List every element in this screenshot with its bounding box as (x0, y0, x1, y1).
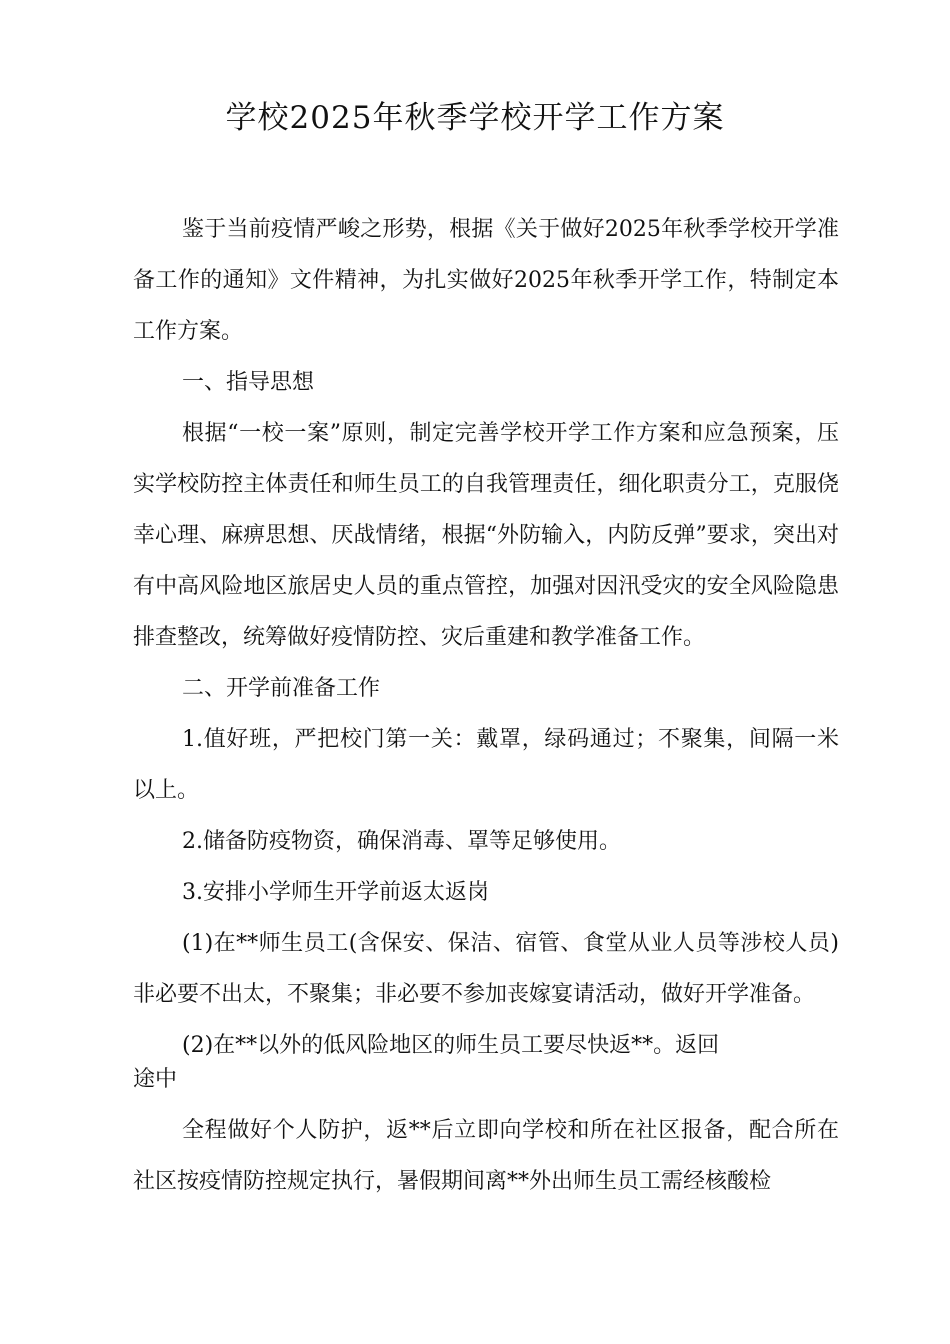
section-heading-preparation: 二、开学前准备工作 (182, 676, 381, 701)
intro-paragraph: 鉴于当前疫情严峻之形势，根据《关于做好2025年秋季学校开学准备工作的通知》文件精神，为扎实做好2025年秋季开学工作，特制定本工作方案。 (133, 217, 839, 344)
subitem-2-continued-paragraph: 全程做好个人防护，返**后立即向学校和所在社区报备，配合所在社区按疫情防控规定执行，暑假期间离**外出师生员工需经核酸检 (133, 1118, 839, 1194)
guiding-ideology-paragraph: 根据“一校一案”原则，制定完善学校开学工作方案和应急预案，压实学校防控主体责任和师生员工的自我管理责任，细化职责分工，克服侥幸心理、麻痹思想、厌战情绪，根据“外防输入，内防反弹”要求，突出对有中高风险地区旅居史人员的重点管控，加强对因汛受灾的安全风险隐患排查整改，统筹做好疫情防控、灾后重建和教学准备工作。 (133, 421, 839, 650)
subitem-2-wrap: 途中 (133, 1067, 178, 1092)
section-heading-guiding-ideology: 一、指导思想 (182, 370, 315, 395)
subitem-1-paragraph: (1)在**师生员工(含保安、保洁、宿管、食堂从业人员等涉校人员)非必要不出太，不聚集；非必要不参加丧嫁宴请活动，做好开学准备。 (133, 931, 839, 1007)
item-1-paragraph: 1.值好班，严把校门第一关：戴罩，绿码通过；不聚集，间隔一米以上。 (133, 727, 839, 803)
subitem-2-paragraph (133, 1020, 839, 1105)
item-2-paragraph: 2.储备防疫物资，确保消毒、罩等足够使用。 (182, 829, 621, 854)
document-title: 学校2025年秋季学校开学工作方案 (225, 100, 725, 136)
document-body (133, 204, 839, 1207)
item-3-paragraph: 3.安排小学师生开学前返太返岗 (182, 880, 489, 905)
subitem-2-line: (2)在**以外的低风险地区的师生员工要尽快返**。返回 (182, 1033, 720, 1058)
